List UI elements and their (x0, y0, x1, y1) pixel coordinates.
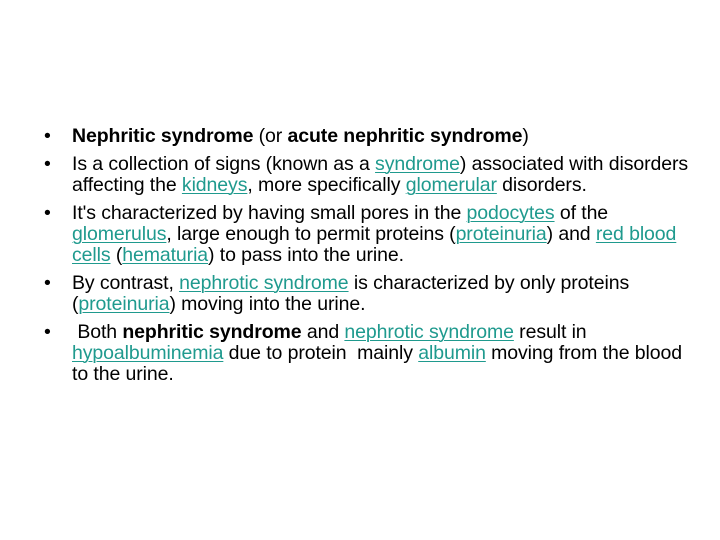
link-proteinuria[interactable]: proteinuria (455, 223, 547, 245)
bullet-item-by-contrast (40, 273, 690, 315)
text: result in (513, 321, 587, 343)
term-acute-nephritic-syndrome: acute nephritic syndrome (287, 125, 523, 147)
text: of the (554, 202, 609, 224)
link-proteinuria[interactable]: proteinuria (78, 293, 170, 315)
link-kidneys[interactable]: kidneys (181, 174, 248, 196)
text: By contrast, (72, 272, 180, 294)
bullet-item-collection-of-signs (40, 154, 690, 196)
link-glomerular[interactable]: glomerular (405, 174, 497, 196)
term-nephritic-syndrome: Nephritic syndrome (72, 125, 254, 147)
text: Both (72, 321, 123, 343)
link-albumin[interactable]: albumin (418, 342, 486, 364)
link-glomerulus[interactable]: glomerulus (72, 223, 167, 245)
link-podocytes[interactable]: podocytes (466, 202, 555, 224)
text: ) associated with disorders affecting the (72, 153, 689, 196)
text: moving from the blood to the urine. (72, 342, 682, 385)
text: ) and (546, 223, 596, 245)
text: , more specifically (247, 174, 406, 196)
link-syndrome[interactable]: syndrome (375, 153, 460, 175)
text: It's characterized by having small pores in the (72, 202, 467, 224)
text: is characterized by only proteins ( (72, 272, 630, 315)
bullet-list (40, 126, 690, 385)
bullet-icon: • (44, 153, 51, 175)
text: (or (253, 125, 288, 147)
link-red-blood-cells[interactable]: red blood cells (72, 223, 677, 266)
bullet-icon: • (44, 202, 51, 224)
bullet-item-characterized (40, 203, 690, 266)
link-nephrotic-syndrome[interactable]: nephrotic syndrome (344, 321, 514, 343)
bullet-item-definition (40, 126, 690, 147)
term-nephritic-syndrome: nephritic syndrome (122, 321, 302, 343)
bullet-icon: • (44, 125, 51, 147)
text: due to protein mainly (223, 342, 419, 364)
text: and (301, 321, 345, 343)
text: disorders. (496, 174, 587, 196)
link-hypoalbuminemia[interactable]: hypoalbuminemia (72, 342, 224, 364)
bullet-item-both (40, 322, 690, 385)
text: ) (522, 125, 529, 147)
text: Is a collection of signs (known as a (72, 153, 376, 175)
text: ( (110, 244, 123, 266)
bullet-icon: • (44, 321, 51, 343)
slide-body (40, 126, 690, 392)
link-nephrotic-syndrome[interactable]: nephrotic syndrome (179, 272, 349, 294)
bullet-icon: • (44, 272, 51, 294)
text: ) to pass into the urine. (208, 244, 404, 266)
text: , large enough to permit proteins ( (166, 223, 456, 245)
link-hematuria[interactable]: hematuria (122, 244, 209, 266)
text: ) moving into the urine. (169, 293, 366, 315)
